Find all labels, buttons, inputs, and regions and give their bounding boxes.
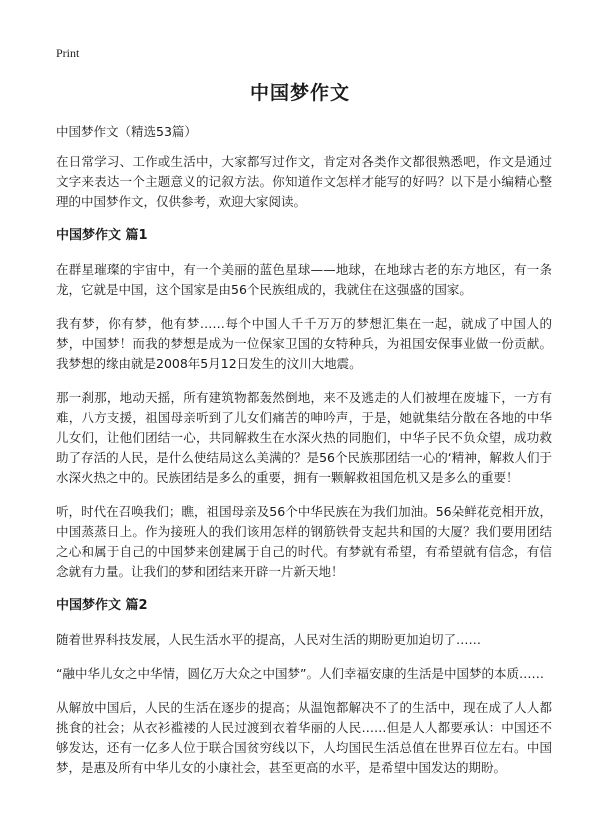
paragraph: 听，时代在召唤我们；瞧，祖国母亲及56个中华民族在为我们加油。56朵鲜花竞相开放，中国蒸蒸日上。作为接班人的我们该用怎样的钢筋铁骨支起共和国的大厦？我们要用团结之心和属于自己的中国梦来创建属于自己的时代。有梦就有希望，有希望就有信念，有信念就有力量。让我们的梦和团结来开辟一片新天地！ [56, 504, 552, 579]
paragraph: “融中华儿女之中华情，圆亿万大众之中国梦”。人们幸福安康的生活是中国梦的本质…… [56, 666, 544, 681]
page-title: 中国梦作文 [249, 82, 350, 104]
section-1 [56, 226, 552, 582]
section-heading: 中国梦作文 篇1 [56, 228, 148, 243]
paragraph: 我有梦，你有梦，他有梦……每个中国人千千万万的梦想汇集在一起，就成了中国人的梦，中国梦！而我的梦想是成为一位保家卫国的女特种兵，为祖国安保事业做一份贡献。我梦想的缘由就是2008年5月12日发生的汶川大地震。 [56, 316, 552, 371]
intro-paragraph: 在日常学习、工作或生活中，大家都写过作文，肯定对各类作文都很熟悉吧，作文是通过文字来表达一个主题意义的记叙方法。你知道作文怎样才能写的好吗？以下是小编精心整理的中国梦作文，仅供参考，欢迎大家阅读。 [56, 154, 552, 209]
paragraph: 在群星璀璨的宇宙中，有一个美丽的蓝色星球——地球，在地球古老的东方地区，有一条龙，它就是中国，这个国家是由56个民族组成的，我就住在这强盛的国家。 [56, 262, 552, 297]
article-body [56, 122, 552, 792]
paragraph: 随着世界科技发展，人民生活水平的提高，人民对生活的期盼更加迫切了…… [56, 632, 482, 647]
section-2 [56, 596, 552, 778]
paragraph: 从解放中国后，人民的生活在逐步的提高；从温饱都解决不了的生活中，现在成了人人都挑食的社会；从衣衫褴褛的人民过渡到衣着华丽的人民……但是人人都要承认：中国还不够发达，还有一亿多人位于联合国贫穷线以下，人均国民生活总值在世界百位左右。中国梦，是惠及所有中华儿女的小康社会，甚至更高的水平，是希望中国发达的期盼。 [56, 700, 552, 775]
print-link[interactable]: Print [56, 46, 80, 60]
section-heading: 中国梦作文 篇2 [56, 598, 148, 613]
article-subtitle: 中国梦作文（精选53篇） [56, 124, 197, 139]
paragraph: 那一刹那，地动天摇，所有建筑物都轰然倒地，来不及逃走的人们被埋在废墟下，一方有难，八方支援，祖国母亲听到了儿女们痛苦的呻吟声，于是，她就集结分散在各地的中华儿女们，让他们团结一心，共同解救生在水深火热的同胞们，中华子民不负众望，成功救助了存活的人民，是什么使结局这么美满的？是56个民族那团结一心的‘精神，解救人们于水深火热之中的。民族团结是多么的重要，拥有一颗解救祖国危机又是多么的重要！ [56, 390, 552, 485]
